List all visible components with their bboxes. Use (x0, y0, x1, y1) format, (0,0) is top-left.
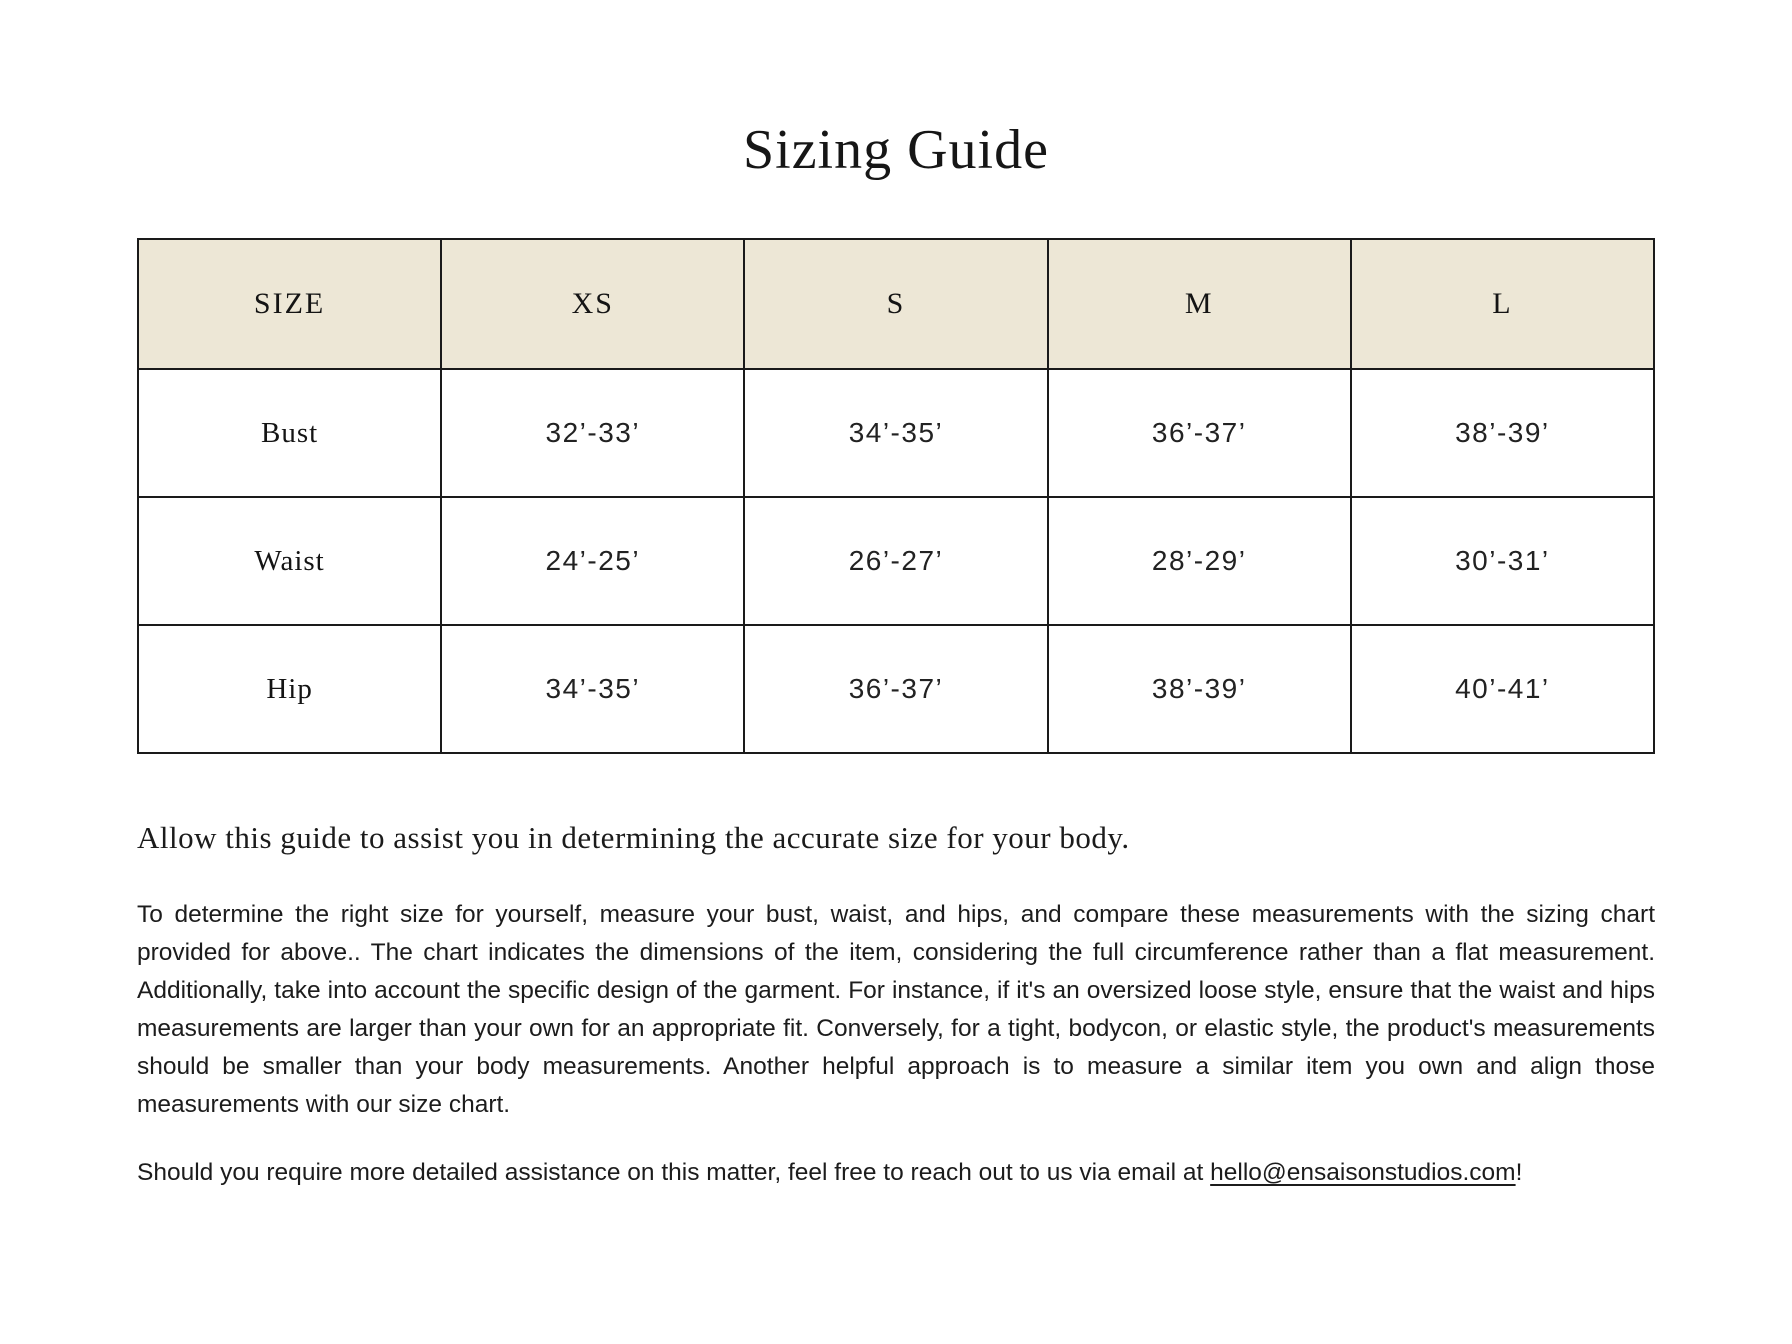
contact-line (137, 1154, 1655, 1192)
table-row-bust (138, 369, 1654, 497)
page-title: Sizing Guide (743, 119, 1049, 181)
bust-s-value: 34’-35’ (744, 369, 1047, 497)
header-cell-xs: XS (441, 239, 744, 369)
bust-l-value: 38’-39’ (1351, 369, 1654, 497)
size-chart-body (138, 369, 1654, 753)
row-label-waist: Waist (138, 497, 441, 625)
contact-text-after: ! (1515, 1159, 1523, 1186)
contact-text-before: Should you require more detailed assistance on this matter, feel free to reach out to us via email at (137, 1159, 1211, 1186)
hip-xs-value: 34’-35’ (441, 625, 744, 753)
guide-subtitle: Allow this guide to assist you in determining the accurate size for your body. (137, 820, 1130, 855)
header-cell-size: SIZE (138, 239, 441, 369)
hip-s-value: 36’-37’ (744, 625, 1047, 753)
waist-s-value: 26’-27’ (744, 497, 1047, 625)
hip-l-value: 40’-41’ (1351, 625, 1654, 753)
size-chart-table (137, 238, 1655, 754)
waist-l-value: 30’-31’ (1351, 497, 1654, 625)
email-link[interactable]: hello@ensaisonstudios.com (1210, 1159, 1516, 1186)
bust-xs-value: 32’-33’ (441, 369, 744, 497)
size-chart-header (138, 239, 1654, 369)
row-label-hip: Hip (138, 625, 441, 753)
waist-m-value: 28’-29’ (1048, 497, 1351, 625)
header-row (138, 239, 1654, 369)
header-cell-s: S (744, 239, 1047, 369)
hip-m-value: 38’-39’ (1048, 625, 1351, 753)
table-row-hip (138, 625, 1654, 753)
header-cell-l: L (1351, 239, 1654, 369)
row-label-bust: Bust (138, 369, 441, 497)
header-cell-m: M (1048, 239, 1351, 369)
sizing-instructions-paragraph: To determine the right size for yourself, measure your bust, waist, and hips, and compare these measurements with the sizing chart provided for above.. The chart indicates the dimensions of the item, considering the full circumference rather than a flat measurement. Additionally, take into account the specific design of the garment. For instance, if it's an oversized loose style, ensure that the waist and hips measurements are larger than your own for an appropriate fit. Conversely, for a tight, bodycon, or elastic style, the product's measurements should be smaller than your body measurements. Another helpful approach is to measure a similar item you own and align those measurements with our size chart. (137, 901, 1655, 1118)
bust-m-value: 36’-37’ (1048, 369, 1351, 497)
table-row-waist (138, 497, 1654, 625)
waist-xs-value: 24’-25’ (441, 497, 744, 625)
